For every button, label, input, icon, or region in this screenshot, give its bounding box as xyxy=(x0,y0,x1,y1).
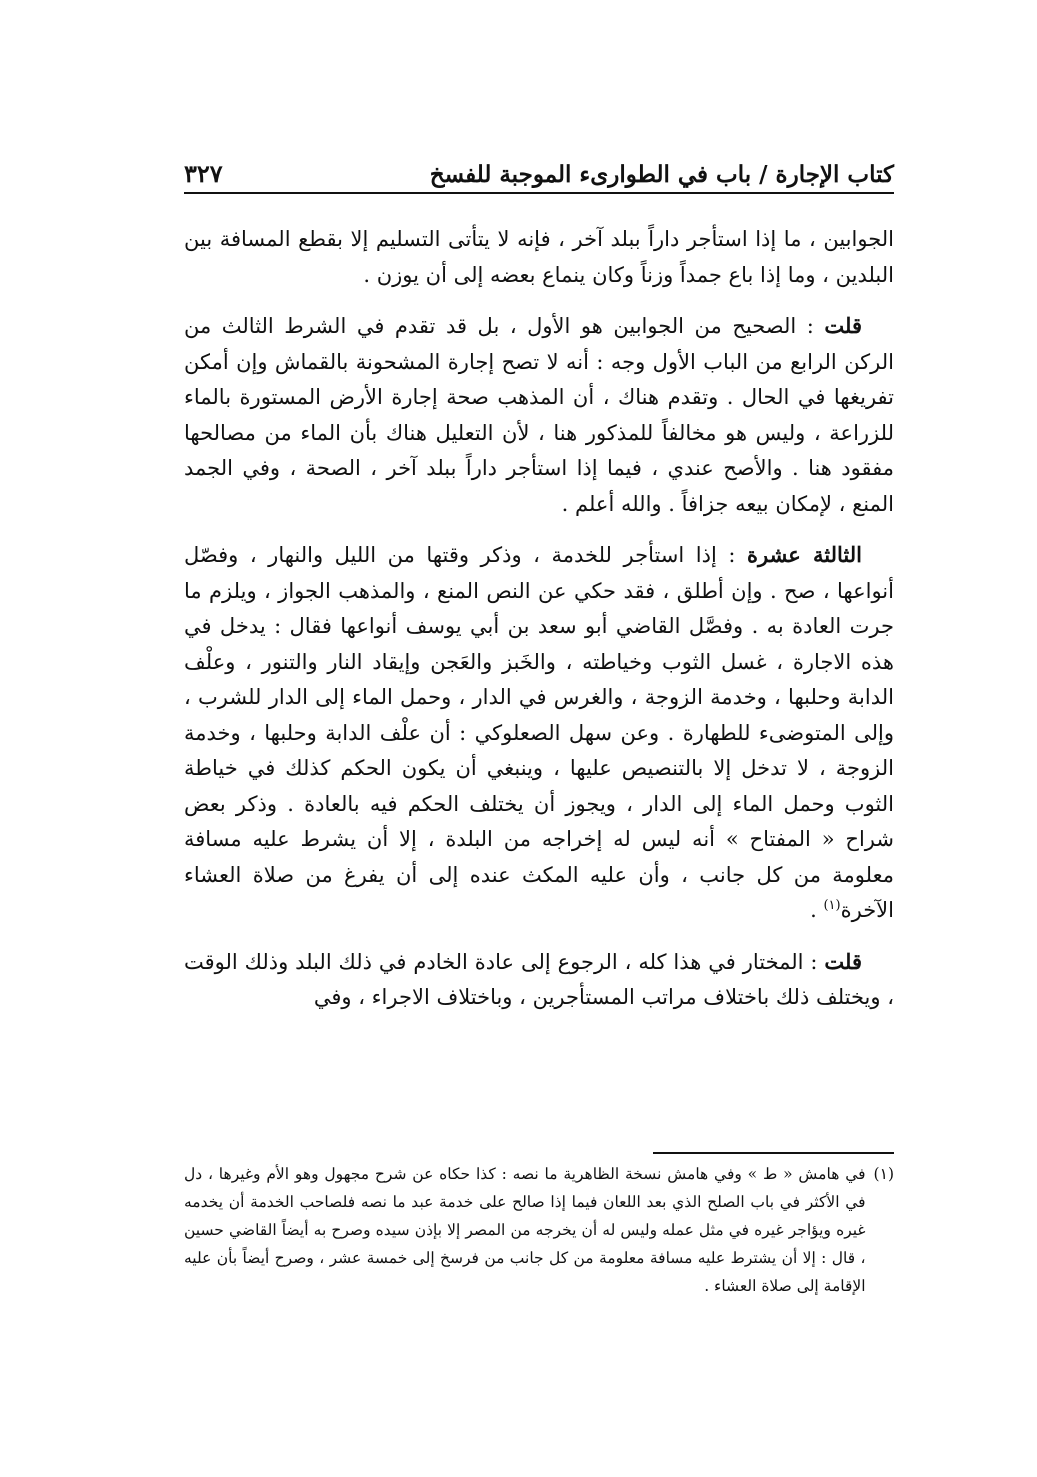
paragraph-continuation xyxy=(184,222,894,293)
main-text xyxy=(184,222,894,1031)
page-number: ٣٢٧ xyxy=(184,159,223,188)
paragraph-lead: الثالثة عشرة xyxy=(746,542,862,567)
paragraph-issue-thirteen xyxy=(184,537,894,929)
paragraph-text: : المختار في هذا كله ، الرجوع إلى عادة الخادم في ذلك البلد وذلك الوقت ، ويختلف ذلك باختلاف مراتب المستأجرين ، وباختلاف الاجراء ، وفي xyxy=(184,949,894,1009)
paragraph-text: : إذا استأجر للخدمة ، وذكر وقتها من الليل والنهار ، وفصّل أنواعها ، صح . وإن أطلق ، فقد حكي عن النص المنع ، والمذهب الجواز ، ويلزم ما جرت العادة به . وفصَّل القاضي أبو سعد بن أبي يوسف أنواعها فقال : يدخل في هذه الاجارة ، غسل الثوب وخياطته ، والخَبز والعَجن وإيقاد النار والتنور ، وعلْف الدابة وحلبها ، وخدمة الزوجة ، والغرس في الدار ، وحمل الماء إلى الدار للشرب ، وإلى المتوضىء للطهارة . وعن سهل الصعلوكي : أن علْف الدابة وحلبها ، وخدمة الزوجة ، لا تدخل إلا بالتنصيص عليها ، وينبغي أن يكون الحكم كذلك في خياطة الثوب وحمل الماء إلى الدار ، ويجوز أن يختلف الحكم فيه بالعادة . وذكر بعض شراح « المفتاح » أنه ليس له إخراجه من البلدة ، إلا أن يشرط عليه مسافة معلومة من كل جانب ، وأن عليه المكث عنده إلى أن يفرغ من صلاة العشاء الآخرة xyxy=(184,543,894,922)
footnote-separator xyxy=(653,1152,894,1154)
footnote xyxy=(184,1160,894,1300)
footnote-number: (١) xyxy=(873,1165,894,1183)
footnote-reference[interactable]: (١) xyxy=(823,898,841,913)
footnote-text: في هامش « ط » وفي هامش نسخة الظاهرية ما نصه : كذا حكاه عن شرح مجهول وهو الأم وغيرها ، دل في الأكثر في باب الصلح الذي بعد اللعان فيما إذا صالح على خدمة عبد ما نصه فلصاحب الخدمة أن يخدمه غيره ويؤاجر غيره في مثل عمله وليس له أن يخرجه من المصر إلا بإذن سيده وصرح به أيضاً القاضي حسين ، قال : إلا أن يشترط عليه مسافة معلومة من كل جانب من فرسخ إلى خمسة عشر ، وصرح أيضاً بأن عليه الإقامة إلى صلاة العشاء . xyxy=(184,1165,866,1295)
paragraph-qultu-2 xyxy=(184,944,894,1016)
paragraph-lead: قلت xyxy=(824,948,862,974)
running-title: كتاب الإجارة / باب في الطوارىء الموجبة للفسخ xyxy=(429,161,894,188)
paragraph-lead: قلت xyxy=(824,313,862,338)
paragraph-text: الجوابين ، ما إذا استأجر داراً ببلد آخر ، فإنه لا يتأتى التسليم إلا بقطع المسافة بين البلدين ، وما إذا باع جمداً وزناً وكان ينماع بعضه إلى أن يوزن . xyxy=(184,227,894,287)
paragraph-text: : الصحيح من الجوابين هو الأول ، بل قد تقدم في الشرط الثالث من الركن الرابع من الباب الأول وجه : أنه لا تصح إجارة المشحونة بالقماش وإن أمكن تفريغها في الحال . وتقدم هناك ، أن المذهب صحة إجارة الأرض المستورة بالماء للزراعة ، وليس هو مخالفاً للمذكور هنا ، لأن التعليل هناك بأن الماء من مصالحها مفقود هنا . والأصح عندي ، فيما إذا استأجر داراً ببلد آخر ، الصحة ، وفي الجمد المنع ، لإمكان بيعه جزافاً . والله أعلم . xyxy=(184,314,894,516)
paragraph-qultu-1 xyxy=(184,308,894,522)
page-header xyxy=(184,148,894,188)
paragraph-text-end: . xyxy=(810,898,824,922)
header-rule xyxy=(184,192,894,194)
